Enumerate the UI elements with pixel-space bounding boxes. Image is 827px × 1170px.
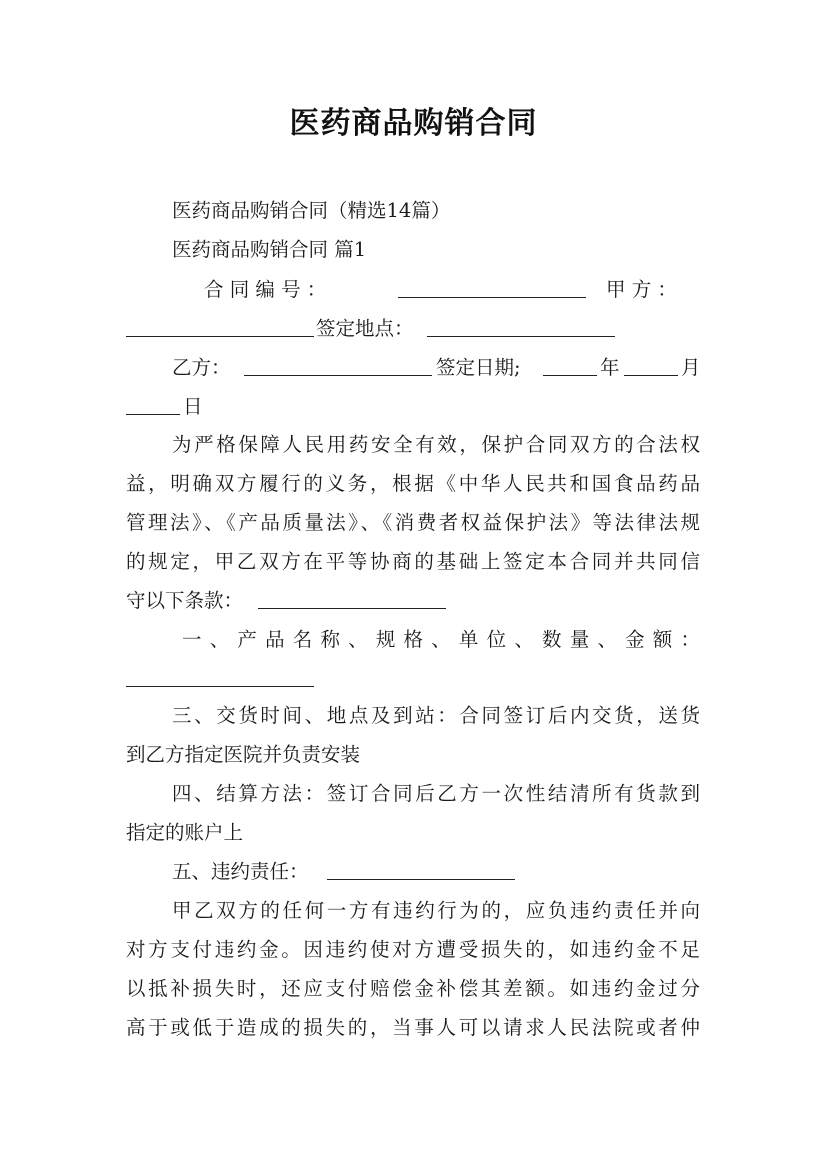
delivery-line: 三、交货时间、地点及到站：合同签订后内交货，送货 <box>172 704 700 727</box>
document-title: 医药商品购销合同 <box>289 106 538 141</box>
contract-number-label: 合 同 编 号 ： <box>204 278 327 301</box>
paragraph-line: 的规定，甲乙双方在平等协商的基础上签定本合同并共同信 <box>126 550 700 573</box>
paragraph-line: 高于或低于造成的损失的，当事人可以请求人民法院或者仲 <box>126 1016 700 1039</box>
product-item-line: 一、产品名称、规格、单位、数量、金额： <box>182 628 700 651</box>
sign-place-blank <box>427 316 615 337</box>
paragraph-line: 为严格保障人民用药安全有效，保护合同双方的合法权 <box>172 433 700 456</box>
contract-number-blank <box>398 277 586 298</box>
day-blank <box>126 394 180 415</box>
paragraph-line: 管理法》、《产品质量法》、《消费者权益保护法》等法律法规 <box>126 511 700 534</box>
product-item-blank <box>126 666 314 687</box>
year-label: 年 <box>600 356 620 379</box>
paragraph-line: 守以下条款： <box>126 589 244 612</box>
party-b-label: 乙方： <box>172 356 231 379</box>
day-label: 日 <box>183 395 203 418</box>
paragraph-line: 以抵补损失时，还应支付赔偿金补偿其差额。如违约金过分 <box>126 977 700 1000</box>
sign-date-label: 签定日期; <box>436 356 521 379</box>
sign-place-label: 签定地点： <box>316 317 414 340</box>
subtitle: 医药商品购销合同（精选14篇） <box>172 199 451 222</box>
settlement-line: 指定的账户上 <box>126 821 244 844</box>
paragraph-line: 对方支付违约金。因违约使对方遭受损失的，如违约金不足 <box>126 938 700 961</box>
party-a-blank <box>126 316 314 337</box>
party-a-label: 甲 方 ： <box>606 278 677 301</box>
paragraph-line: 益，明确双方履行的义务，根据《中华人民共和国食品药品 <box>126 472 700 495</box>
liability-heading: 五、违约责任： <box>172 860 309 883</box>
liability-blank <box>327 859 515 880</box>
party-b-blank <box>244 355 432 376</box>
year-blank <box>543 355 597 376</box>
terms-blank <box>258 588 446 609</box>
month-blank <box>624 355 678 376</box>
delivery-line: 到乙方指定医院并负责安装 <box>126 743 361 766</box>
paragraph-line: 甲乙双方的任何一方有违约行为的，应负违约责任并向 <box>172 899 700 922</box>
section-heading: 医药商品购销合同 篇1 <box>172 238 367 261</box>
month-label: 月 <box>681 356 701 379</box>
settlement-line: 四、结算方法：签订合同后乙方一次性结清所有货款到 <box>172 782 700 805</box>
